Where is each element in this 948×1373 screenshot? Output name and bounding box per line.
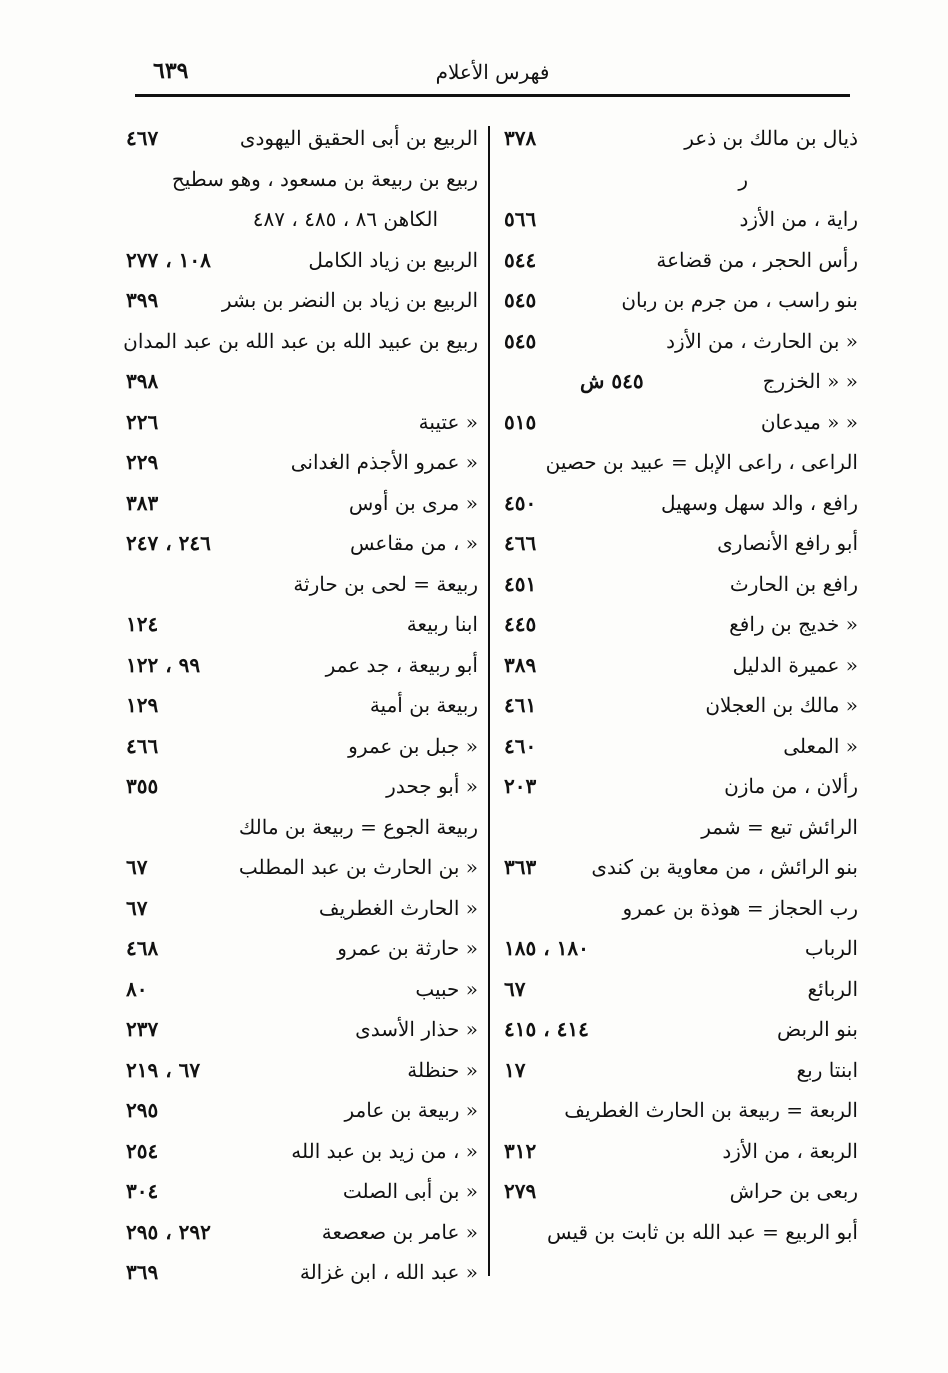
entry-pages: ٤١٤ ، ٤١٥ (504, 1017, 589, 1041)
entry-pages: ٨٠ (126, 976, 148, 1001)
entry-pages: ٤٥١ (504, 571, 537, 596)
entry-name: رافع ، والد سهل وسهيل (660, 490, 858, 515)
entry-pages: ٣٩٨ (126, 369, 159, 393)
entry-name: « بن الحارث بن عبد المطلب (238, 855, 478, 879)
entry-name: الرباب (804, 936, 858, 960)
index-entry (122, 280, 478, 321)
index-entry (122, 159, 478, 200)
entry-name: ربيعة = لحى بن حارثة (293, 571, 478, 596)
entry-name: « المعلى (783, 733, 858, 758)
entry-name: « بن أبى الصلت (342, 1179, 478, 1203)
index-entry (500, 1050, 858, 1091)
entry-pages: ١٢٩ (126, 693, 159, 717)
index-column-right (500, 118, 858, 1252)
index-entry (122, 685, 478, 726)
index-entry (500, 766, 858, 807)
index-entry (122, 442, 478, 483)
column-divider (488, 126, 490, 1276)
entry-name: الربائع (807, 976, 858, 1001)
entry-pages: ٢٣٧ (126, 1017, 159, 1041)
index-entry (122, 1212, 478, 1253)
entry-name: الراعى ، راعى الإبل = عبيد بن حصين (545, 450, 858, 474)
index-entry (500, 1009, 858, 1050)
index-entry (122, 1131, 478, 1172)
index-entry (500, 240, 858, 281)
entry-pages: ٥٤٥ (504, 328, 537, 353)
entry-name: « حنظلة (407, 1057, 478, 1082)
index-entry (122, 766, 478, 807)
entry-pages: ٣٧٨ (504, 126, 537, 150)
entry-name: « بن الحارث ، من الأزد (666, 328, 858, 353)
index-entry (500, 442, 858, 483)
entry-name: « عبد الله ، ابن غزالة (299, 1260, 478, 1284)
index-entry (500, 321, 858, 362)
index-entry (500, 523, 858, 564)
entry-pages: ٣٦٩ (126, 1260, 159, 1284)
entry-pages: ٢٠٣ (504, 774, 537, 798)
index-entry (500, 928, 858, 969)
index-entry (122, 726, 478, 767)
entry-name: « عميرة الدليل (732, 652, 858, 677)
page-title: فهرس الأعلام (435, 60, 550, 84)
entry-name: بنو راسب ، من جرم بن ربان (621, 288, 858, 312)
entry-name: « « الخزرج (762, 369, 858, 393)
entry-pages: ٤٥٠ (504, 490, 537, 515)
entry-name: « عامر بن صعصعة (321, 1219, 478, 1244)
entry-name: الربيع بن زياد الكامل (308, 247, 478, 272)
entry-name: الربيع بن زياد بن النضر بن بشر (221, 288, 478, 312)
entry-pages: ٦٧ (126, 855, 148, 879)
index-entry (122, 604, 478, 645)
entry-name: راية ، من الأزد (739, 207, 858, 231)
entry-name: رافع بن الحارث (729, 571, 858, 596)
entry-name: أبو ربيعة ، جد عمر (325, 652, 478, 677)
entry-name: « ، من زيد بن عبد الله (291, 1138, 478, 1163)
index-entry (500, 199, 858, 240)
entry-pages: ٢٥٤ (126, 1138, 159, 1163)
entry-pages: ٢٢٩ (126, 450, 159, 474)
index-entry (500, 1090, 858, 1131)
index-entry (122, 1090, 478, 1131)
page-header (135, 58, 850, 97)
entry-pages: ٢٩٢ ، ٢٩٥ (126, 1219, 211, 1244)
entry-pages: ١٢٤ (126, 612, 159, 636)
entry-name: « ربيعة بن عامر (344, 1098, 478, 1122)
entry-name: الربيع بن أبى الحقيق اليهودى (239, 126, 478, 150)
entry-name: ربيعة الجوع = ربيعة بن مالك (238, 814, 478, 839)
entry-name: أبو الربيع = عبد الله بن ثابت بن قيس (546, 1219, 858, 1244)
entry-pages: ٤٦٠ (504, 733, 537, 758)
entry-name: ربيعة بن أمية (369, 693, 478, 717)
entry-name: « حذار الأسدى (355, 1017, 478, 1041)
index-entry (500, 118, 858, 159)
entry-name: رألان ، من مازن (724, 774, 858, 798)
entry-pages: ٤٦٦ (504, 531, 537, 555)
entry-pages: ٢٤٦ ، ٢٤٧ (126, 531, 211, 555)
index-entry (122, 199, 478, 240)
index-entry (122, 402, 478, 443)
entry-pages: ١٨٠ ، ١٨٥ (504, 936, 589, 960)
entry-pages: ٢٩٥ (126, 1098, 159, 1122)
entry-name: « حبيب (415, 976, 478, 1001)
entry-name: الربعة = ربيعة بن الحارث الغطريف (564, 1098, 858, 1122)
index-entry (122, 321, 478, 362)
index-entry (122, 118, 478, 159)
entry-pages: ٣٠٤ (126, 1179, 159, 1203)
entry-pages: ٣٥٥ (126, 774, 159, 798)
index-entry (122, 361, 478, 402)
entry-pages: ١٠٨ ، ٢٧٧ (126, 247, 211, 272)
index-entry (122, 1009, 478, 1050)
entry-pages: ٦٧ ، ٢١٩ (126, 1057, 201, 1082)
entry-pages: ٦٧ (126, 895, 148, 920)
entry-pages: ٣٨٣ (126, 490, 159, 515)
entry-pages: ٥٦٦ (504, 207, 537, 231)
entry-name: « أبو جحدر (386, 774, 478, 798)
entry-name: الكاهن ٨٦ ، ٤٨٥ ، ٤٨٧ (252, 207, 438, 231)
entry-pages: ٩٩ ، ١٢٢ (126, 652, 201, 677)
entry-pages: ١٧ (504, 1057, 526, 1082)
entry-name: ابنتا ربع (796, 1057, 858, 1082)
entry-name: أبو رافع الأنصارى (717, 531, 858, 555)
entry-pages: ٤٦٧ (126, 126, 159, 150)
entry-name: « حارثة بن عمرو (337, 936, 478, 960)
index-entry (122, 888, 478, 929)
index-entry (122, 564, 478, 605)
entry-name: رأس الحجر ، من قضاعة (656, 247, 858, 272)
index-entry (122, 645, 478, 686)
index-entry (122, 483, 478, 524)
entry-name: ذيال بن مالك بن ذعر (684, 126, 858, 150)
entry-pages: ٣٨٩ (504, 652, 537, 677)
index-entry (122, 240, 478, 281)
index-entry (500, 604, 858, 645)
index-column-left (122, 118, 478, 1293)
index-entry (500, 564, 858, 605)
index-entry (500, 361, 858, 402)
index-entry (500, 807, 858, 848)
entry-name: ربيع بن ربيعة بن مسعود ، وهو سطيح (171, 166, 478, 191)
entry-name: بنو الربض (776, 1017, 858, 1041)
entry-pages: ٤٦٦ (126, 733, 159, 758)
index-entry (122, 928, 478, 969)
index-entry (500, 969, 858, 1010)
index-entry (122, 969, 478, 1010)
entry-pages: ٣١٢ (504, 1138, 537, 1163)
entry-name: الربعة ، من الأزد (722, 1138, 858, 1163)
index-entry (122, 1171, 478, 1212)
index-entry (500, 1171, 858, 1212)
entry-name: « جبل بن عمرو (348, 733, 478, 758)
index-entry (500, 726, 858, 767)
index-entry (500, 645, 858, 686)
index-entry (500, 280, 858, 321)
entry-pages: ٥٤٤ (504, 247, 537, 272)
index-entry (122, 523, 478, 564)
entry-pages: ٣٩٩ (126, 288, 159, 312)
entry-name: « عتيبة (418, 409, 478, 434)
entry-name: « مرى بن أوس (348, 490, 478, 515)
index-entry (122, 1252, 478, 1293)
entry-pages: ٤٦٨ (126, 936, 159, 960)
entry-name: الرائش تبع = شمر (701, 814, 858, 839)
entry-name: ربعى بن حراش (729, 1179, 858, 1203)
page-number: ٦٣٩ (153, 58, 189, 84)
entry-pages: ٣٦٣ (504, 855, 537, 879)
index-entry (500, 483, 858, 524)
entry-pages: ٥٤٥ ش (580, 369, 644, 393)
entry-pages: ٤٦١ (504, 693, 537, 717)
entry-pages: ٦٧ (504, 976, 526, 1001)
entry-pages: ٢٧٩ (504, 1179, 537, 1203)
entry-name: « خديج بن رافع (729, 612, 858, 636)
index-entry (122, 807, 478, 848)
index-entry (122, 847, 478, 888)
entry-name: رب الحجاز = هوذة بن عمرو (622, 895, 858, 920)
index-entry (500, 402, 858, 443)
entry-pages: ٤٤٥ (504, 612, 537, 636)
entry-pages: ٢٢٦ (126, 409, 159, 434)
index-entry (500, 685, 858, 726)
entry-pages: ٥١٥ (504, 409, 537, 434)
entry-name: « عمرو الأجذم الغدانى (290, 450, 478, 474)
index-entry (500, 847, 858, 888)
index-entry (500, 1212, 858, 1253)
entry-name: « ، من مقاعس (349, 531, 478, 555)
entry-name: ر (738, 166, 748, 191)
entry-name: ربيع بن عبيد الله بن عبد الله بن عبد المدان (123, 328, 478, 353)
index-entry (122, 1050, 478, 1091)
entry-name: « مالك بن العجلان (705, 693, 858, 717)
entry-name: « « ميدعان (760, 409, 858, 434)
index-entry (500, 888, 858, 929)
index-entry (500, 1131, 858, 1172)
entry-pages: ٥٤٥ (504, 288, 537, 312)
entry-name: بنو الرائش ، من معاوية بن كندى (591, 855, 858, 879)
entry-name: « الحارث الغطريف (318, 895, 478, 920)
index-entry (500, 159, 858, 200)
entry-name: ابنا ربيعة (406, 612, 478, 636)
